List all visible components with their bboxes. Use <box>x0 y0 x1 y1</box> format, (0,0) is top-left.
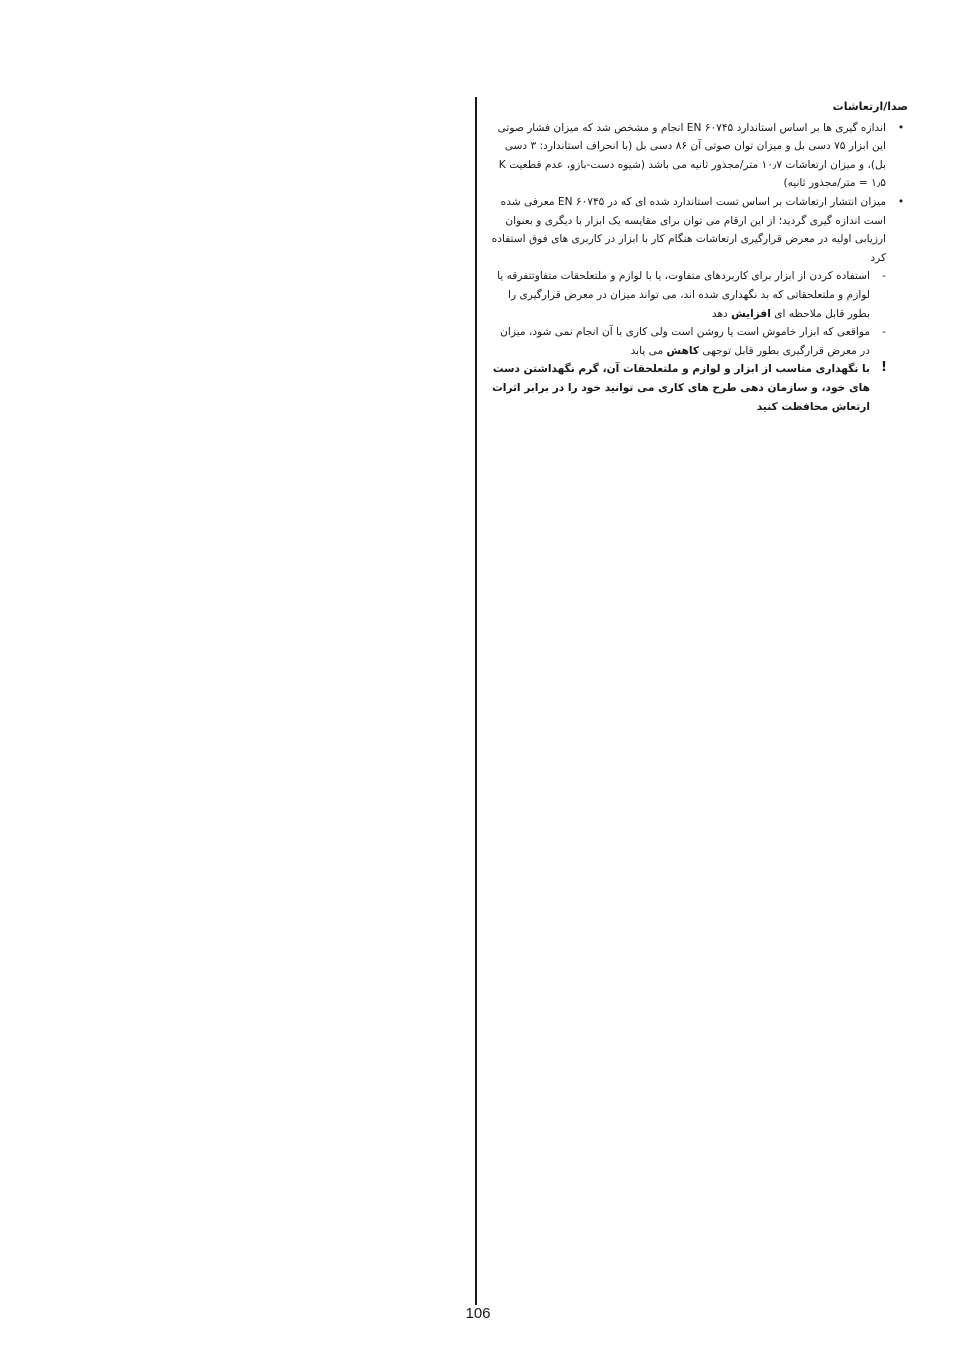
warning-text: با نگهداری مناسب از ابزار و لوازم و ملتعلحقات آن، گرم نگهداشتن دست های خود، و سازمان دهی طرح های کاری می توانید خود را در برابر اثرات ارتعاش محافظت کنید <box>492 363 870 413</box>
noise-vibration-section <box>490 98 910 416</box>
dash-text: استفاده کردن از ابزار برای کاربردهای متفاوت، یا با لوازم و ملتعلحقات متفاوتتفرقه یا لوازم و ملتعلحقاتی که بد نگهداری شده اند، می تواند میزان در معرض قرارگیری را بطور قابل ملاحظه ای <box>497 270 870 320</box>
dash-item-decrease <box>490 323 910 360</box>
bullet-marker: • <box>897 195 905 208</box>
bullet-text: اندازه گیری ها بر اساس استاندارد EN ۶۰۷۴۵ انجام و مشخص شد که میزان فشار صوتی این ابزار ۷۵ دسی بل و میزان توان صوتی آن ۸۶ دسی بل (با انحراف استاندارد: ۳ دسی بل)، و میزان ارتعاشات ۱۰٫۷ متر/مجذور ثانیه می باشد (شیوه دست-بازو، عدم قطعیت K = ۱٫۵ متر/مجذور ثانیه) <box>497 121 886 190</box>
dash-text-end: دهد <box>711 307 732 320</box>
warning-icon: ! <box>881 360 887 376</box>
section-heading: صدا/ارتعاشات <box>832 100 908 113</box>
column-divider <box>475 97 477 1305</box>
bullet-marker: • <box>897 121 905 134</box>
dash-bold-word: کاهش <box>666 344 699 357</box>
dash-marker: - <box>882 270 886 283</box>
dash-bold-word: افزایش <box>731 307 771 320</box>
page-number: 106 <box>465 1305 491 1322</box>
bullet-text: میزان انتشار ارتعاشات بر اساس تست استاندارد شده ای که در EN ۶۰۷۴۵ معرفی شده است اندازه گیری گردید؛ از این ارقام می توان برای مقایسه یک ابزار با دیگری و بعنوان ارزیابی اولیه در معرض قرارگیری ارتعاشات هنگام کار با ابزار در کاربری های فوق استفاده کرد <box>491 195 886 264</box>
warning-note <box>490 360 910 416</box>
dash-item-increase <box>490 267 910 323</box>
bullet-item-emission <box>490 193 910 267</box>
bullet-item-measurement <box>490 119 910 193</box>
dash-text-end: می یابد <box>630 344 667 357</box>
dash-text: مواقعی که ابزار خاموش است یا روشن است ولی کاری با آن انجام نمی شود، میزان در معرض قرارگیری بطور قابل توجهی <box>500 326 870 357</box>
dash-marker: - <box>882 326 886 339</box>
